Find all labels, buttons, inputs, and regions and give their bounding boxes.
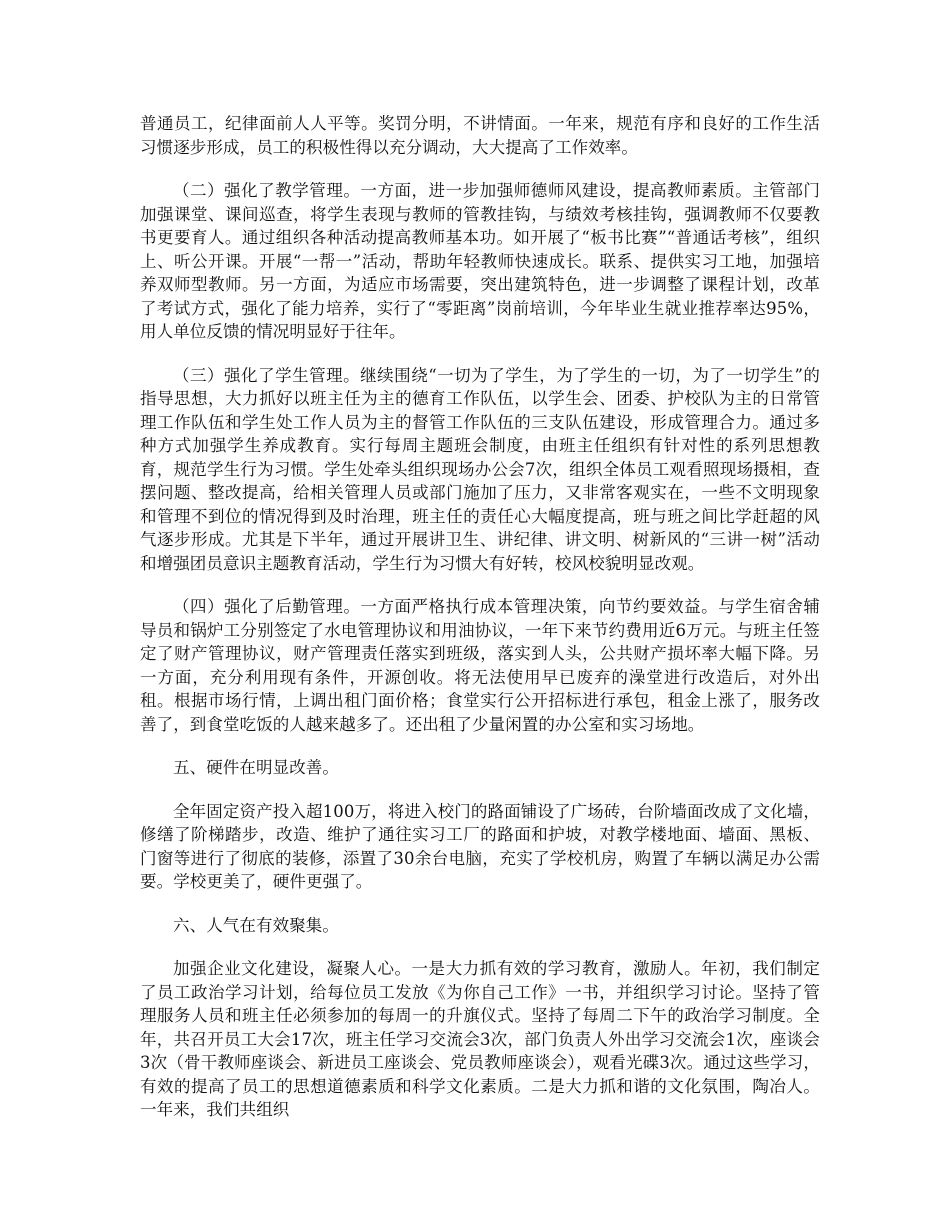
document-page — [140, 112, 820, 1122]
paragraph-logistics-management: （四）强化了后勤管理。一方面严格执行成本管理决策，向节约要效益。与学生宿舍辅导员和锅炉工分别签定了水电管理协议和用油协议，一年下来节约费用近6万元。与班主任签定了财产管理协议，财产管理责任落实到班级，落实到人头，公共财产损坏率大幅下降。另一方面，充分利用现有条件，开源创收。将无法使用早已废弃的澡堂进行改造后，对外出租。根据市场行情，上调出租门面价格；食堂实行公开招标进行承包，租金上涨了，服务改善了，到食堂吃饭的人越来越多了。还出租了少量闲置的办公室和实习场地。 — [140, 597, 820, 734]
paragraph-student-management: （三）强化了学生管理。继续围绕“一切为了学生，为了学生的一切，为了一切学生”的指导思想，大力抓好以班主任为主的德育工作队伍，以学生会、团委、护校队为主的日常管理工作队伍和学生处工作人员为主的督管工作队伍的三支队伍建设，形成管理合力。通过多种方式加强学生养成教育。实行每周主题班会制度，由班主任组织有针对性的系列思想教育，规范学生行为习惯。学生处牵头组织现场办公会7次，组织全体员工观看照现场摄相，查摆问题、整改提高，给相关管理人员或部门施加了压力，又非常客观实在，一些不文明现象和管理不到位的情况得到及时治理，班主任的责任心大幅度提高，班与班之间比学赶超的风气逐步形成。尤其是下半年，通过开展讲卫生、讲纪律、讲文明、树新风的“三讲一树”活动和增强团员意识主题教育活动，学生行为习惯大有好转，校风校貌明显改观。 — [140, 365, 820, 573]
paragraph-teaching-management: （二）强化了教学管理。一方面，进一步加强师德师风建设，提高教师素质。主管部门加强课堂、课间巡查，将学生表现与教师的管教挂钩，与绩效考核挂钩，强调教师不仅要教书更要育人。通过组织各种活动提高教师基本功。如开展了“板书比赛”“普通话考核”，组织上、听公开课。开展“一帮一”活动，帮助年轻教师快速成长。联系、提供实习工地，加强培养双师型教师。另一方面，为适应市场需要，突出建筑特色，进一步调整了课程计划，改革了考试方式，强化了能力培养，实行了“零距离”岗前培训，今年毕业生就业推荐率达95%，用人单位反馈的情况明显好于往年。 — [140, 181, 820, 341]
paragraph-hardware: 全年固定资产投入超100万，将进入校门的路面铺设了广场砖，台阶墙面改成了文化墙，修缮了阶梯踏步，改造、维护了通往实习工厂的路面和护坡，对教学楼地面、墙面、黑板、门窗等进行了彻底的装修，添置了30余台电脑，充实了学校机房，购置了车辆以满足办公需要。学校更美了，硬件更强了。 — [140, 801, 820, 891]
paragraph-culture: 加强企业文化建设，凝聚人心。一是大力抓有效的学习教育，激励人。年初，我们制定了员工政治学习计划，给每位员工发放《为你自己工作》一书，并组织学习讨论。坚持了管理服务人员和班主任必须参加的每周一的升旗仪式。坚持了每周二下午的政治学习制度。全年，共召开员工大会17次，班主任学习交流会3次，部门负责人外出学习交流会1次，座谈会3次（骨干教师座谈会、新进员工座谈会、党员教师座谈会），观看光碟3次。通过这些学习，有效的提高了员工的思想道德素质和科学文化素质。二是大力抓和谐的文化氛围，陶冶人。一年来，我们共组织 — [140, 959, 820, 1119]
section-heading-hardware: 五、硬件在明显改善。 — [173, 758, 339, 777]
paragraph-continuation: 普通员工，纪律面前人人平等。奖罚分明，不讲情面。一年来，规范有序和良好的工作生活习惯逐步形成，员工的积极性得以充分调动，大大提高了工作效率。 — [140, 114, 820, 157]
section-heading-popularity: 六、人气在有效聚集。 — [173, 915, 339, 935]
